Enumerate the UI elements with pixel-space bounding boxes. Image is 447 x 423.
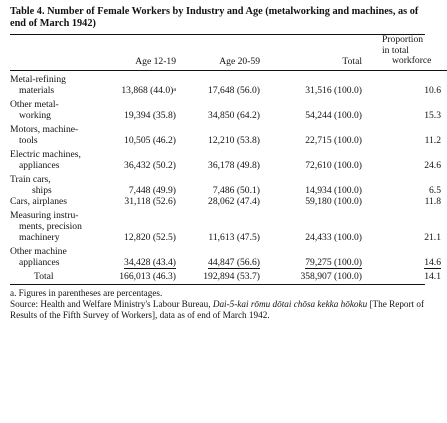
footnote-a: a. Figures in parentheses are percentages.: [10, 287, 163, 298]
source-title: Dai-5-kai rōmu dōtai chōsa kekka hōkoku: [212, 298, 368, 309]
table-row: [10, 96, 447, 121]
header-total: Total: [342, 55, 362, 67]
source-note: [10, 299, 425, 321]
proportion-cell: 15.3: [424, 109, 441, 121]
industry-label-line1: Other metal-: [10, 98, 59, 110]
total-cell: 31,516 (100.0): [305, 84, 362, 96]
age-12-19-cell: 10,505 (46.2): [124, 134, 176, 146]
industry-cell: [10, 171, 96, 196]
header-age-20-59: Age 20-59: [219, 55, 260, 67]
industry-label-line1: Train cars,: [10, 173, 51, 185]
total-cell: [264, 243, 368, 268]
industry-label-line2: appliances: [19, 256, 60, 268]
table-row: [10, 196, 447, 207]
header-proportion-line2: in total: [382, 44, 409, 56]
total-value: 79,275 (100.0): [305, 256, 362, 268]
total-total: 358,907 (100.0): [300, 270, 362, 282]
age-20-59-cell: 17,648 (56.0): [208, 84, 260, 96]
industry-label-line1: Measuring instru-: [10, 209, 79, 221]
age-12-19-value: 13,868 (44.0): [121, 84, 174, 96]
industry-cell: [10, 146, 96, 171]
industry-cell: [10, 207, 96, 243]
industry-label-line2: ments, precision: [19, 220, 82, 232]
industry-label-line3: machinery: [19, 231, 60, 243]
footnotes: [10, 288, 425, 321]
age-20-59-cell: 36,178 (49.8): [208, 159, 260, 171]
industry-label-line2: appliances: [19, 159, 60, 171]
industry-cell: [10, 243, 96, 268]
table-row: [10, 243, 447, 268]
total-row: [10, 268, 447, 284]
total-cell: 54,244 (100.0): [305, 109, 362, 121]
header-age-12-19: Age 12-19: [135, 55, 176, 67]
industry-cell: [10, 71, 96, 96]
industry-label-line2: working: [19, 109, 51, 121]
source-prefix: Source: Health and Welfare Ministry's Labour Bureau,: [10, 298, 213, 309]
age-12-19-cell: 36,432 (50.2): [124, 159, 176, 171]
age-20-59-cell: 28,062 (47.4): [208, 195, 260, 207]
industry-label-line1: Other machine: [10, 245, 67, 257]
industry-label-line2: tools: [19, 134, 38, 146]
proportion-cell: [368, 243, 447, 268]
female-workers-table: [10, 35, 447, 284]
total-cell: 59,180 (100.0): [305, 195, 362, 207]
total-cell: 72,610 (100.0): [305, 159, 362, 171]
age-12-19-value: 34,428 (43.4): [124, 256, 176, 268]
age-20-59-cell: 11,613 (47.5): [208, 231, 260, 243]
proportion-cell: 24.6: [424, 159, 441, 171]
total-age-12-19: 166,013 (46.3): [119, 270, 176, 282]
table-row: [10, 71, 447, 96]
table-row: [10, 171, 447, 196]
industry-cell: [10, 121, 96, 146]
proportion-cell: 11.2: [424, 134, 441, 146]
source-suffix: [The Report of Results of the Fifth Survey of Workers], data as of end of March 1942.: [10, 298, 425, 320]
age-20-59-cell: 12,210 (53.8): [208, 134, 260, 146]
total-cell: 22,715 (100.0): [305, 134, 362, 146]
total-label: Total: [34, 270, 54, 282]
table-row: [10, 207, 447, 243]
header-row: [10, 35, 447, 70]
age-20-59-value: 44,847 (56.6): [208, 256, 260, 268]
header-proportion: [368, 35, 447, 70]
age-12-19-cell: 31,118 (52.6): [124, 195, 176, 207]
age-12-19-cell: 7,448 (49.9): [128, 184, 176, 196]
proportion-cell: 21.1: [424, 231, 441, 243]
table-row: [10, 121, 447, 146]
age-20-59-cell: 7,486 (50.1): [212, 184, 260, 196]
age-20-59-cell: 34,850 (64.2): [208, 109, 260, 121]
industry-cell: [10, 96, 96, 121]
total-cell: 24,433 (100.0): [305, 231, 362, 243]
header-proportion-line3: workforce: [392, 55, 432, 66]
age-20-59-cell: [180, 243, 264, 268]
proportion-cell: 11.8: [424, 195, 441, 207]
industry-label-line1: Motors, machine-: [10, 123, 79, 135]
total-proportion: 14.1: [424, 270, 441, 282]
age-12-19-cell: [96, 243, 180, 268]
age-12-19-cell: [96, 71, 180, 96]
proportion-value: 14.6: [424, 256, 441, 268]
proportion-cell: 6.5: [429, 184, 441, 196]
industry-label-line2: ships: [32, 184, 52, 196]
industry-label-line1: Metal-refining: [10, 73, 66, 85]
table-row: [10, 146, 447, 171]
proportion-cell: 10.6: [424, 84, 441, 96]
bottom-rule: [10, 284, 425, 285]
table-title: Table 4. Number of Female Workers by Industry and Age (metalworking and machines, as of end of March 1942): [10, 6, 419, 29]
header-proportion-line1: Proportion: [382, 34, 424, 45]
industry-label-line2: materials: [19, 84, 55, 96]
industry-label-line1: Electric machines,: [10, 148, 81, 160]
age-12-19-cell: 12,820 (52.5): [124, 231, 176, 243]
industry-cell: Cars, airplanes: [10, 195, 68, 207]
header-industry: [10, 35, 96, 70]
total-age-20-59: 192,894 (53.7): [203, 270, 260, 282]
total-cell: 14,934 (100.0): [305, 184, 362, 196]
footnote-marker: a: [173, 86, 176, 93]
age-12-19-cell: 19,394 (35.8): [124, 109, 176, 121]
